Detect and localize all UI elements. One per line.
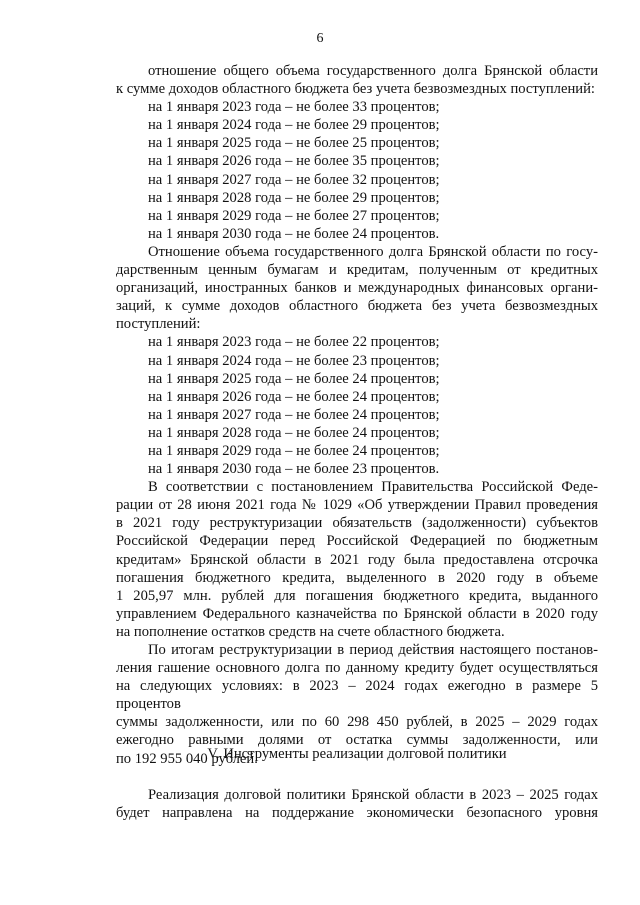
text-line: По итогам реструктуризации в период действия настоящего постанов- [148,642,598,658]
list-item: на 1 января 2027 года – не более 24 процентов; [148,406,440,423]
list-item: на 1 января 2027 года – не более 32 процентов; [148,171,440,188]
text-line: Отношение объема государственного долга Брянской области по госу- [148,243,598,260]
document-body [116,62,598,768]
text-line: ления гашение основного долга по данному кредиту будет осуществляться [116,660,598,677]
text-line: ежегодно равными долями от остатка суммы задолженности, или [116,732,598,749]
list-item: на 1 января 2026 года – не более 35 процентов; [148,153,440,170]
list-item: на 1 января 2026 года – не более 24 процентов; [148,388,440,405]
list-item: на 1 января 2028 года – не более 29 процентов; [148,189,440,206]
page-number: 6 [316,31,324,46]
text-line: В соответствии с постановлением Правительства Российской Феде- [148,479,598,496]
list-item: на 1 января 2023 года – не более 33 процентов; [148,99,440,116]
text-line: погашения бюджетного кредита, выделенного в 2020 году в объеме [116,569,598,586]
text-line: отношение общего объема государственного долга Брянской области [148,63,598,79]
text-line: 1 205,97 млн. рублей для погашения бюджетного кредита, выданного [116,587,598,604]
text-line: Российской Федерации перед Российской Федерацией по бюджетным [116,533,598,550]
list-item: на 1 января 2023 года – не более 22 процентов; [148,334,440,351]
text-line: к сумме доходов областного бюджета без учета безвозмездных поступлений: [116,81,595,98]
list-item: на 1 января 2030 года – не более 23 процентов. [148,461,440,478]
paragraph-total-debt-ratio [116,62,598,98]
text-line: кредитам» Брянской области в 2021 году была предоставлена отсрочка [116,551,598,568]
list-item: на 1 января 2030 года – не более 24 процентов. [148,225,440,242]
text-line: в 2021 году реструктуризации обязательств (задолженности) субъектов [116,515,598,532]
list-item: на 1 января 2029 года – не более 24 процентов; [148,442,440,459]
list-item: на 1 января 2024 года – не более 29 процентов; [148,117,440,134]
paragraph-securities-debt-ratio [116,243,598,333]
text-line: организаций, иностранных банков и международных финансовых органи- [116,280,598,297]
list-item: на 1 января 2029 года – не более 27 процентов; [148,207,440,224]
paragraph-debt-policy-tools [116,786,598,822]
paragraph-restructuring [116,478,598,641]
list-item: на 1 января 2024 года – не более 23 процентов; [148,352,440,369]
list-item: на 1 января 2028 года – не более 24 процентов; [148,424,440,441]
text-line: Реализация долговой политики Брянской области в 2023 – 2025 годах [148,787,598,803]
text-line: дарственным ценным бумагам и кредитам, полученным от кредитных [116,262,598,279]
text-line: на следующих условиях: в 2023 – 2024 годах ежегодно в размере 5 процентов [116,678,598,713]
text-line: заций, к сумме доходов областного бюджета без учета безвозмездных [116,298,598,315]
text-line: будет направлена на поддержание экономически безопасного уровня [116,805,598,822]
text-line: управлением Федерального казначейства по Брянской области в 2020 году [116,605,598,622]
text-line: на пополнение остатков средств на счете областного бюджета. [116,623,505,640]
list-securities-debt-ratio [116,333,598,478]
text-line: поступлений: [116,316,201,333]
list-total-debt-ratio [116,98,598,243]
section-heading: V. Инструменты реализации долговой политики [207,746,507,762]
text-line: рации от 28 июня 2021 года № 1029 «Об утверждении Правил проведения [116,497,598,514]
list-item: на 1 января 2025 года – не более 25 процентов; [148,135,440,152]
text-line: по 192 955 040 рублей. [116,750,258,767]
text-line: суммы задолженности, или по 60 298 450 рублей, в 2025 – 2029 годах [116,714,598,731]
list-item: на 1 января 2025 года – не более 24 процентов; [148,370,440,387]
